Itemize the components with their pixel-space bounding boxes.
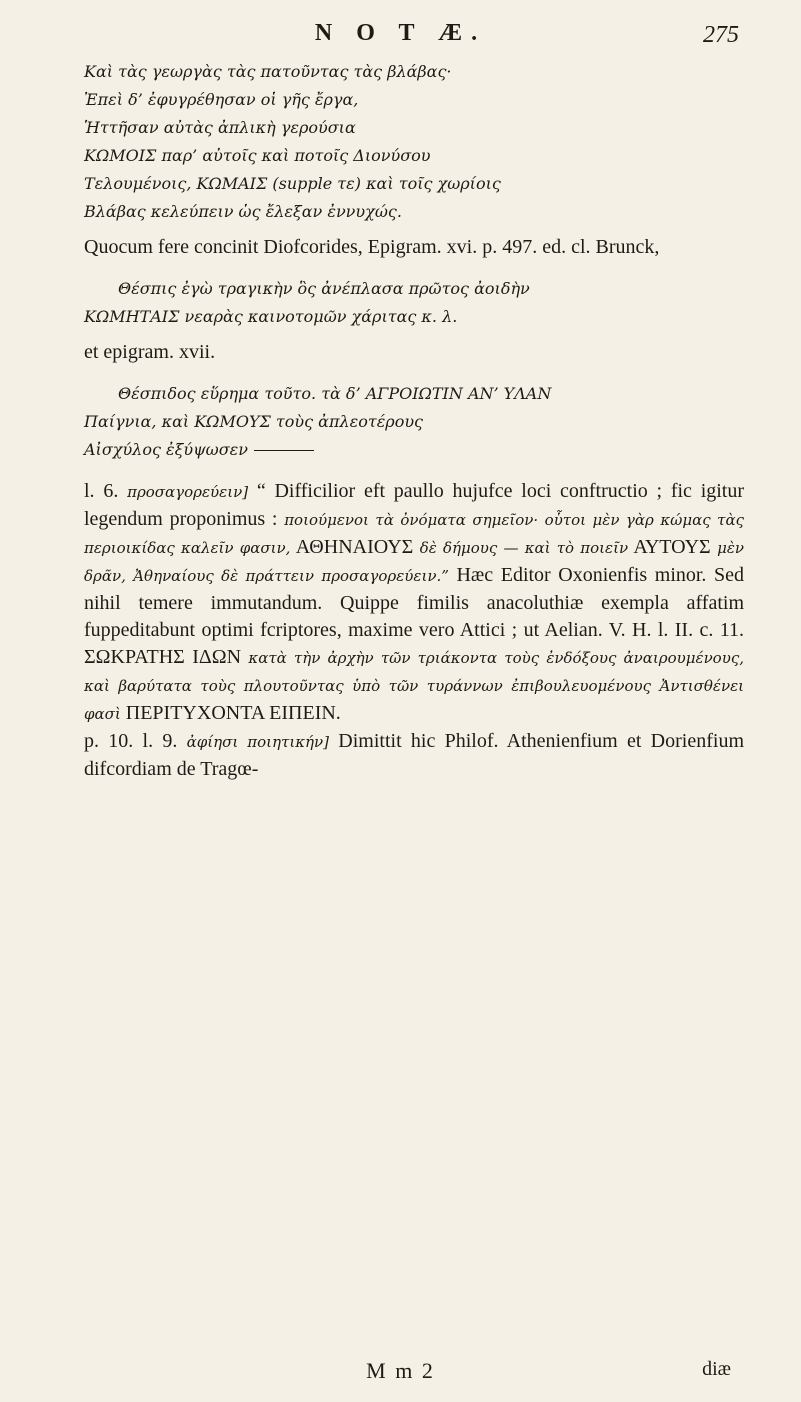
page-header: [0, 14, 801, 54]
footnote-1: [84, 478, 744, 728]
dash-rule: [254, 450, 314, 451]
note-greek-text: μὲν δρᾶν, Ἀθηναίους δὲ πράττειν προσαγορεύειν.”: [84, 539, 745, 585]
footnote-2: [84, 728, 744, 783]
signature-mark: M m 2: [366, 1358, 435, 1383]
greek-verse-line: Τελουμένοις, ΚΩΜΑΙΣ (supple τε) καὶ τοῖς χωρίοις: [84, 174, 501, 193]
greek-verse-line: Θέσπις ἐγὼ τραγικὴν ὃς ἀνέπλασα πρῶτος ἀοιδὴν: [118, 279, 530, 298]
running-title: N O T Æ.: [314, 20, 487, 46]
greek-verse-line: ΚΩΜΗΤΑΙΣ νεαρὰς καινοτομῶν χάριτας κ. λ.: [84, 307, 458, 326]
greek-verse-line: Παίγνια, καὶ ΚΩΜΟΥΣ τοὺς ἀπλεοτέρους: [84, 412, 424, 431]
greek-verse-line: [84, 436, 744, 464]
greek-verse-line: ΚΩΜΟΙΣ παρ’ αὐτοῖς καὶ ποτοῖς Διονύσου: [84, 146, 431, 165]
note-lemma: προσαγορεύειν]: [127, 483, 249, 501]
greek-verse-line: Καὶ τὰς γεωργὰς τὰς πατοῦντας τὰς βλάβας·: [84, 62, 452, 81]
greek-verse-line: Βλάβας κελεύπειν ὡς ἔλεξαν ἐννυχώς.: [84, 202, 402, 221]
greek-verse-line: Θέσπιδος εὕρημα τοῦτο. τὰ δ’ ΑΓΡΟΙΩΤΙΝ ΑΝ’ ΥΛΑΝ: [118, 384, 552, 403]
greek-verse-line: Ἐπεὶ δ’ ἐφυγρέθησαν οἱ γῆς ἔργα,: [84, 90, 359, 109]
note-greek-text: δὲ δήμους — καὶ τὸ ποιεῖν: [419, 539, 629, 557]
latin-commentary-1: Quocum fere concinit Diofcorides, Epigram. xvi. p. 497. ed. cl. Brunck,: [84, 236, 660, 258]
catchword: diæ: [702, 1358, 731, 1380]
note-caps: ΠΕΡΙΤΥΧΟΝΤΑ ΕΙΠΕΙΝ.: [125, 702, 341, 724]
note-text: Hæc Editor Oxonienfis minor. Sed nihil temere immutandum. Quippe fimilis anacoluthiæ exempla affatim fuppeditabunt optimi fcriptores, maxime vero Attici ; ut Aelian. V. H. l. II. c. 11.: [84, 564, 745, 641]
greek-verse-block-3: [84, 380, 744, 464]
note-text: “ Difficilior eft paullo hujufce loci conftructio ; fic igitur legendum proponimus :: [84, 480, 745, 530]
note-greek-text: ποιούμενοι τὰ ὀνόματα σημεῖον· οὗτοι μὲν γὰρ κώμας τὰς περιοικίδας καλεῖν φασιν,: [84, 511, 745, 557]
greek-verse-block-1: [84, 58, 744, 226]
greek-verse-line: Ἡττῆσαν αὐτὰς ἀπλικὴ γερούσια: [84, 118, 356, 137]
page-body: [84, 58, 744, 783]
note-caps: ΑΘΗΝΑΙΟΥΣ: [295, 536, 414, 558]
note-caps: ΑΥΤΟΥΣ: [633, 536, 711, 558]
note-reference: l. 6.: [84, 480, 119, 502]
page-number: 275: [703, 22, 739, 48]
note-reference: p. 10. l. 9.: [84, 730, 178, 752]
greek-verse-text: Αἰσχύλος ἐξύψωσεν: [84, 440, 248, 459]
note-lemma: ἀφίησι ποιητικήν]: [186, 733, 330, 751]
latin-commentary-2: et epigram. xvii.: [84, 341, 216, 363]
greek-verse-block-2: [84, 275, 744, 331]
note-greek-text: κατὰ τὴν ἀρχὴν τῶν τριάκοντα τοὺς ἐνδόξους ἀναιρουμένους, καὶ βαρύτατα τοὺς πλουτοῦντας ὑπὸ τῶν τυράννων ἐπιβουλευομένους Ἀντισθένει φασὶ: [84, 649, 745, 723]
note-caps: ΣΩΚΡΑΤΗΣ ΙΔΩΝ: [84, 646, 242, 668]
note-text: Dimittit hic Philof. Athenienfium et Dorienfium difcordiam de Tragœ-: [84, 730, 744, 780]
